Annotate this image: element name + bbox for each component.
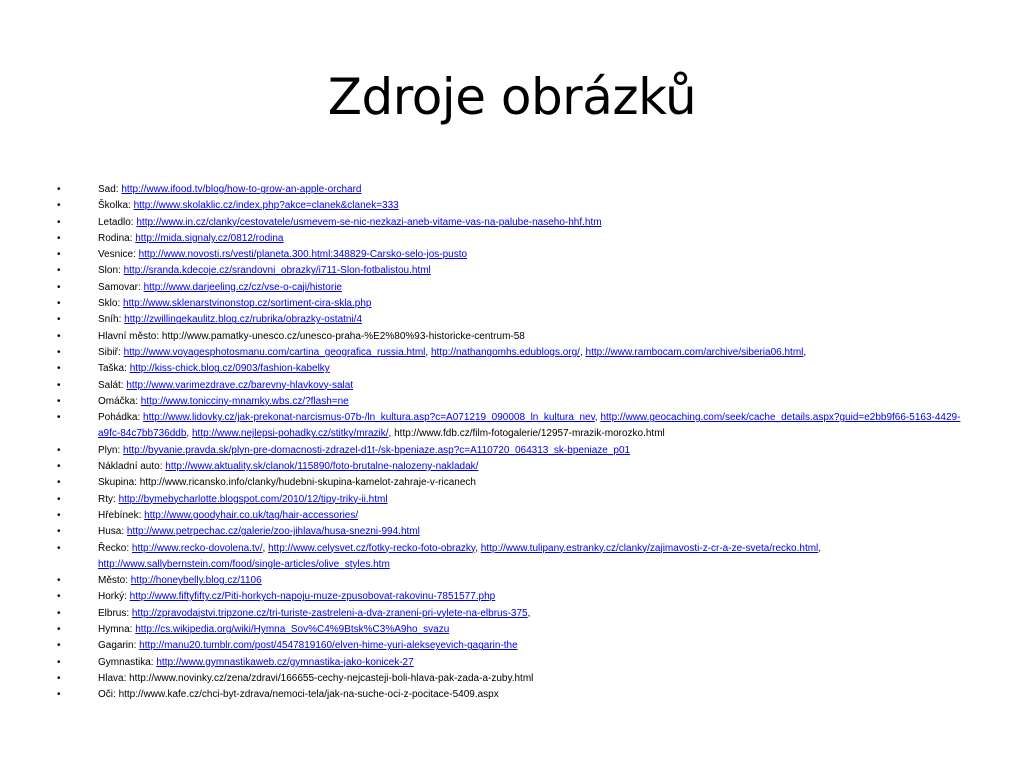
source-item <box>57 215 977 231</box>
source-label: Hymna: <box>98 624 136 636</box>
source-text: , <box>818 542 822 554</box>
source-link[interactable]: http://www.celysvet.cz/fotky-recko-foto-obrazky <box>268 542 476 554</box>
source-link[interactable]: http://www.in.cz/clanky/cestovatele/usmevem-se-nic-nezkazi-aneb-vitame-vas-na-palube-naseho-hhf.htm <box>136 216 602 228</box>
source-label: Husa: <box>98 526 127 538</box>
source-link[interactable]: http://kiss-chick.blog.cz/0903/fashion-kabelky <box>129 363 330 375</box>
source-text: , http://www.fdb.cz/film-fotogalerie/12957-mrazik-morozko.html <box>388 428 665 440</box>
source-text: , <box>475 542 481 554</box>
bullet-icon: • <box>57 591 61 603</box>
bullet-icon: • <box>57 526 61 538</box>
source-item <box>57 638 977 654</box>
source-item <box>57 687 977 703</box>
bullet-icon: • <box>57 265 61 277</box>
source-item <box>57 589 977 605</box>
source-text: , <box>594 412 601 424</box>
source-item <box>57 198 977 214</box>
bullet-icon: • <box>57 379 61 391</box>
source-link[interactable]: http://bymebycharlotte.blogspot.com/2010/12/tipy-triky-ii.html <box>118 493 388 505</box>
source-text: http://www.kafe.cz/chci-byt-zdrava/nemoci-tela/jak-na-suche-oci-z-pocitace-5409.aspx <box>118 689 499 701</box>
source-label: Plyn: <box>98 444 124 456</box>
source-label: Omáčka: <box>98 395 141 407</box>
source-item <box>57 541 977 574</box>
source-item <box>57 394 977 410</box>
source-label: Sibiř: <box>98 346 124 358</box>
source-text: , <box>803 346 807 358</box>
source-item <box>57 492 977 508</box>
source-link[interactable]: http://sranda.kdecoje.cz/srandovni_obrazky/i711-Slon-fotbalistou.html <box>123 265 431 277</box>
source-item <box>57 280 977 296</box>
source-item <box>57 378 977 394</box>
source-link[interactable]: http://zpravodajstvi.tripzone.cz/tri-turiste-zastreleni-a-dva-zraneni-pri-vylete-na-elbrus-375 <box>131 607 528 619</box>
source-text: , <box>579 346 586 358</box>
source-label: Hlavní město: <box>98 330 162 342</box>
source-link[interactable]: http://www.novosti.rs/vesti/planeta.300.html:348829-Carsko-selo-jos-pusto <box>138 249 468 261</box>
source-item <box>57 655 977 671</box>
bullet-icon: • <box>57 232 61 244</box>
source-item <box>57 361 977 377</box>
source-link[interactable]: http://www.skolaklic.cz/index.php?akce=clanek&clanek=333 <box>133 200 399 212</box>
source-link[interactable]: http://www.tulipany.estranky.cz/clanky/zajimavosti-z-cr-a-ze-sveta/recko.html <box>480 542 819 554</box>
bullet-icon: • <box>57 656 61 668</box>
source-label: Sklo: <box>98 298 124 310</box>
source-item <box>57 508 977 524</box>
source-text: http://www.ricansko.info/clanky/hudebni-skupina-kamelot-zahraje-v-ricanech <box>139 477 476 489</box>
source-label: Sad: <box>98 184 122 195</box>
bullet-icon: • <box>57 672 61 684</box>
source-link[interactable]: http://mida.signaly.cz/0812/rodina <box>135 232 284 244</box>
source-text: , <box>186 428 192 440</box>
bullet-icon: • <box>57 575 61 587</box>
source-link[interactable]: http://zwillingekaulitz.blog.cz/rubrika/obrazky-ostatni/4 <box>124 314 363 326</box>
source-link[interactable]: http://www.geocaching.com/seek/cache_details.aspx?guid=e2bb9f66-5163-4429-a9fc-84c7bb736ddb <box>98 412 961 440</box>
source-label: Letadlo: <box>98 216 137 228</box>
source-item <box>57 573 977 589</box>
source-link[interactable]: http://www.voyagesphotosmanu.com/cartina_geografica_russia.html <box>123 346 426 358</box>
bullet-icon: • <box>57 298 61 310</box>
source-link[interactable]: http://cs.wikipedia.org/wiki/Hymna_Sov%C4%9Btsk%C3%A9ho_svazu <box>135 624 450 636</box>
source-label: Taška: <box>98 363 130 375</box>
source-link[interactable]: http://www.lidovky.cz/jak-prekonat-narcismus-07b-/ln_kultura.asp?c=A071219_090008_ln_kultura_nev <box>143 412 595 424</box>
source-label: Rty: <box>98 493 119 505</box>
bullet-icon: • <box>57 444 61 456</box>
source-link[interactable]: http://nathangomhs.edublogs.org/ <box>430 346 580 358</box>
source-item <box>57 329 977 345</box>
source-item <box>57 524 977 540</box>
source-label: Rodina: <box>98 232 136 244</box>
bullet-icon: • <box>57 395 61 407</box>
source-label: Salát: <box>98 379 127 391</box>
source-link[interactable]: http://byvanie.pravda.sk/plyn-pre-domacnosti-zdrazel-d1t-/sk-bpeniaze.asp?c=A110720_064313_sk-bpeniaze_p01 <box>123 444 631 456</box>
source-list <box>57 182 977 704</box>
bullet-icon: • <box>57 363 61 375</box>
bullet-icon: • <box>57 346 61 358</box>
bullet-icon: • <box>57 314 61 326</box>
bullet-icon: • <box>57 477 61 489</box>
source-text: , <box>425 346 431 358</box>
source-link[interactable]: http://www.petrpechac.cz/galerie/zoo-jihlava/husa-snezni-994.html <box>126 526 420 538</box>
source-label: Gymnastika: <box>98 656 157 668</box>
bullet-icon: • <box>57 542 61 554</box>
source-label: Hlava: <box>98 672 130 684</box>
source-label: Oči: <box>98 689 119 701</box>
source-item <box>57 231 977 247</box>
source-item <box>57 475 977 491</box>
bullet-icon: • <box>57 493 61 505</box>
source-text: , <box>262 542 269 554</box>
source-link[interactable]: http://www.goodyhair.co.uk/tag/hair-accessories/ <box>144 509 359 521</box>
bullet-icon: • <box>57 461 61 473</box>
bullet-icon: • <box>57 200 61 212</box>
bullet-icon: • <box>57 249 61 261</box>
source-link[interactable]: http://www.sallybernstein.com/food/single-articles/olive_styles.htm <box>98 558 390 570</box>
source-item <box>57 312 977 328</box>
source-label: Řecko: <box>98 542 132 554</box>
source-link[interactable]: http://www.tonicciny-mnamky.wbs.cz/?flash=ne <box>140 395 349 407</box>
source-label: Sníh: <box>98 314 125 326</box>
source-text: http://www.novinky.cz/zena/zdravi/166655-cechy-nejcasteji-boli-hlava-pak-zada-a-zuby.html <box>129 672 534 684</box>
source-item <box>57 345 977 361</box>
source-label: Pohádka: <box>98 412 144 424</box>
source-item <box>57 263 977 279</box>
source-link[interactable]: http://www.recko-dovolena.tv/ <box>131 542 263 554</box>
source-link[interactable]: http://www.sklenarstvinonstop.cz/sortiment-cira-skla.php <box>123 298 372 310</box>
source-label: Samovar: <box>98 281 144 293</box>
source-link[interactable]: http://www.fiftyfifty.cz/Piti-horkych-napoju-muze-zpusobovat-rakovinu-7851577.php <box>129 591 496 603</box>
source-item <box>57 622 977 638</box>
source-label: Školka: <box>98 200 134 212</box>
source-item <box>57 443 977 459</box>
source-link[interactable]: http://www.ifood.tv/blog/how-to-grow-an-apple-orchard <box>121 184 362 195</box>
source-link[interactable]: http://www.rambocam.com/archive/siberia06.html <box>585 346 804 358</box>
source-item <box>57 296 977 312</box>
source-label: Elbrus: <box>98 607 132 619</box>
source-link[interactable]: http://honeybelly.blog.cz/1106 <box>130 575 262 587</box>
source-label: Hřebínek: <box>98 509 145 521</box>
source-link[interactable]: http://www.nejlepsi-pohadky.cz/stitky/mrazik/ <box>191 428 389 440</box>
source-link[interactable]: http://www.gymnastikaweb.cz/gymnastika-jako-konicek-27 <box>156 656 414 668</box>
source-link[interactable]: http://www.varimezdrave.cz/barevny-hlavkovy-salat <box>126 379 354 391</box>
source-label: Gagarin: <box>98 640 140 652</box>
source-text: http://www.pamatky-unesco.cz/unesco-praha-%E2%80%93-historicke-centrum-58 <box>161 330 525 342</box>
bullet-icon: • <box>57 216 61 228</box>
bullet-icon: • <box>57 330 61 342</box>
bullet-icon: • <box>57 624 61 636</box>
source-link[interactable]: http://www.aktuality.sk/clanok/115890/foto-brutalne-nalozeny-nakladak/ <box>165 461 479 473</box>
source-label: Nákladní auto: <box>98 461 166 473</box>
source-item <box>57 182 977 198</box>
source-text: , <box>527 607 531 619</box>
source-item <box>57 410 977 443</box>
bullet-icon: • <box>57 281 61 293</box>
source-label: Město: <box>98 575 131 587</box>
source-item <box>57 247 977 263</box>
source-label: Horký: <box>98 591 130 603</box>
bullet-icon: • <box>57 689 61 701</box>
source-label: Vesnice: <box>98 249 139 261</box>
source-label: Slon: <box>98 265 124 277</box>
source-item <box>57 671 977 687</box>
page-title: Zdroje obrázků <box>327 68 697 126</box>
source-link[interactable]: http://www.darjeeling.cz/cz/vse-o-caji/historie <box>143 281 342 293</box>
source-item <box>57 606 977 622</box>
bullet-icon: • <box>57 509 61 521</box>
bullet-icon: • <box>57 640 61 652</box>
source-link[interactable]: http://manu20.tumblr.com/post/4547819160/elven-hime-yuri-alekseyevich-gagarin-the <box>139 640 518 652</box>
source-label: Skupina: <box>98 477 140 489</box>
bullet-icon: • <box>57 607 61 619</box>
bullet-icon: • <box>57 184 61 195</box>
source-item <box>57 459 977 475</box>
bullet-icon: • <box>57 412 61 424</box>
